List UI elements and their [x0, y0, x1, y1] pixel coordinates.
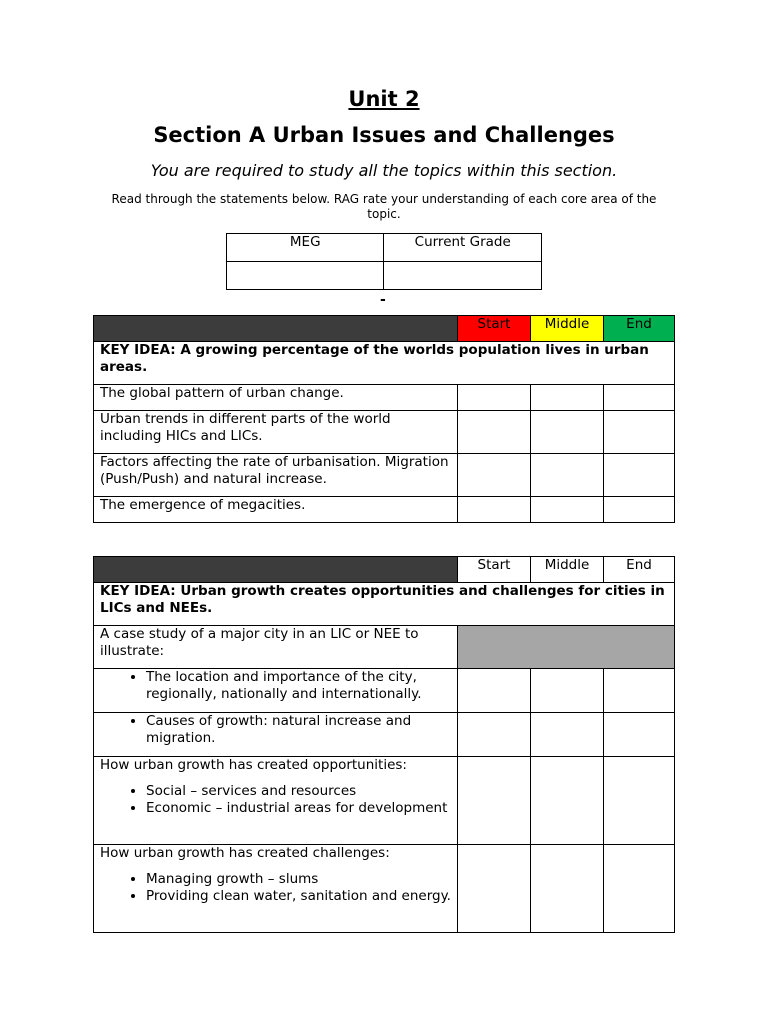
- end-header: End: [604, 316, 675, 342]
- rag-table-urban-growth: [93, 556, 675, 933]
- case-study-label: A case study of a major city in an LIC or NEE to illustrate:: [94, 626, 458, 669]
- rag-cell-end[interactable]: [604, 713, 675, 757]
- topic-row-label: Urban trends in different parts of the world including HICs and LICs.: [94, 411, 458, 454]
- bullet-item: • The location and importance of the city, regionally, nationally and internationally.: [146, 669, 451, 703]
- end-header: End: [604, 557, 675, 583]
- header-bar: [94, 316, 458, 342]
- bullet-item: • Causes of growth: natural increase and migration.: [146, 713, 451, 747]
- rag-cell-start[interactable]: [458, 411, 531, 454]
- unit-title: Unit 2: [348, 87, 420, 111]
- rag-cell-middle[interactable]: [531, 385, 604, 411]
- topic-row-label: [94, 669, 458, 713]
- rag-cell-middle[interactable]: [531, 845, 604, 933]
- topic-row-label: The global pattern of urban change.: [94, 385, 458, 411]
- opportunities-heading: How urban growth has created opportunities:: [100, 757, 407, 773]
- topic-row-label: [94, 713, 458, 757]
- rag-cell-middle[interactable]: [531, 411, 604, 454]
- rag-cell-start[interactable]: [458, 845, 531, 933]
- rag-cell-middle[interactable]: [531, 713, 604, 757]
- topic-row-label: [94, 757, 458, 845]
- rag-note: Read through the statements below. RAG rate your understanding of each core area of the topic.: [111, 192, 657, 221]
- topic-row-label: [94, 845, 458, 933]
- rag-cell-end[interactable]: [604, 385, 675, 411]
- rag-cell-middle[interactable]: [531, 497, 604, 523]
- rag-cell-start[interactable]: [458, 385, 531, 411]
- rag-table-urban-population: [93, 315, 675, 523]
- section-title: Section A Urban Issues and Challenges: [153, 123, 615, 147]
- topic-row-label: Factors affecting the rate of urbanisation. Migration (Push/Push) and natural increase.: [94, 454, 458, 497]
- middle-header: Middle: [531, 557, 604, 583]
- meg-label: MEG: [227, 234, 384, 262]
- rag-cell-start[interactable]: [458, 713, 531, 757]
- middle-header: Middle: [531, 316, 604, 342]
- start-header: Start: [458, 557, 531, 583]
- rag-cell-middle[interactable]: [531, 757, 604, 845]
- rag-cell-middle[interactable]: [531, 454, 604, 497]
- current-grade-value-cell[interactable]: [384, 262, 542, 290]
- meg-value-cell[interactable]: [227, 262, 384, 290]
- bullet-item: • Economic – industrial areas for development: [146, 800, 451, 817]
- rag-cell-start[interactable]: [458, 669, 531, 713]
- rag-cell-start[interactable]: [458, 454, 531, 497]
- rag-cell-end[interactable]: [604, 411, 675, 454]
- rag-cell-end[interactable]: [604, 669, 675, 713]
- bullet-item: • Providing clean water, sanitation and energy.: [146, 888, 451, 905]
- rag-cell-end[interactable]: [604, 757, 675, 845]
- header-bar: [94, 557, 458, 583]
- instruction-text: You are required to study all the topics within this section.: [150, 161, 618, 180]
- key-idea: KEY IDEA: A growing percentage of the worlds population lives in urban areas.: [94, 342, 675, 385]
- topic-row-label: The emergence of megacities.: [94, 497, 458, 523]
- grade-table: [226, 233, 542, 290]
- rag-cell-start[interactable]: [458, 497, 531, 523]
- shaded-cell: [458, 626, 675, 669]
- challenges-heading: How urban growth has created challenges:: [100, 845, 390, 861]
- separator-dash: -: [380, 292, 386, 308]
- bullet-item: • Social – services and resources: [146, 783, 451, 800]
- bullet-item: • Managing growth – slums: [146, 871, 451, 888]
- rag-cell-start[interactable]: [458, 757, 531, 845]
- start-header: Start: [458, 316, 531, 342]
- current-grade-label: Current Grade: [384, 234, 542, 262]
- rag-cell-end[interactable]: [604, 845, 675, 933]
- key-idea: KEY IDEA: Urban growth creates opportunities and challenges for cities in LICs and NEEs.: [94, 583, 675, 626]
- rag-cell-end[interactable]: [604, 454, 675, 497]
- rag-cell-middle[interactable]: [531, 669, 604, 713]
- rag-cell-end[interactable]: [604, 497, 675, 523]
